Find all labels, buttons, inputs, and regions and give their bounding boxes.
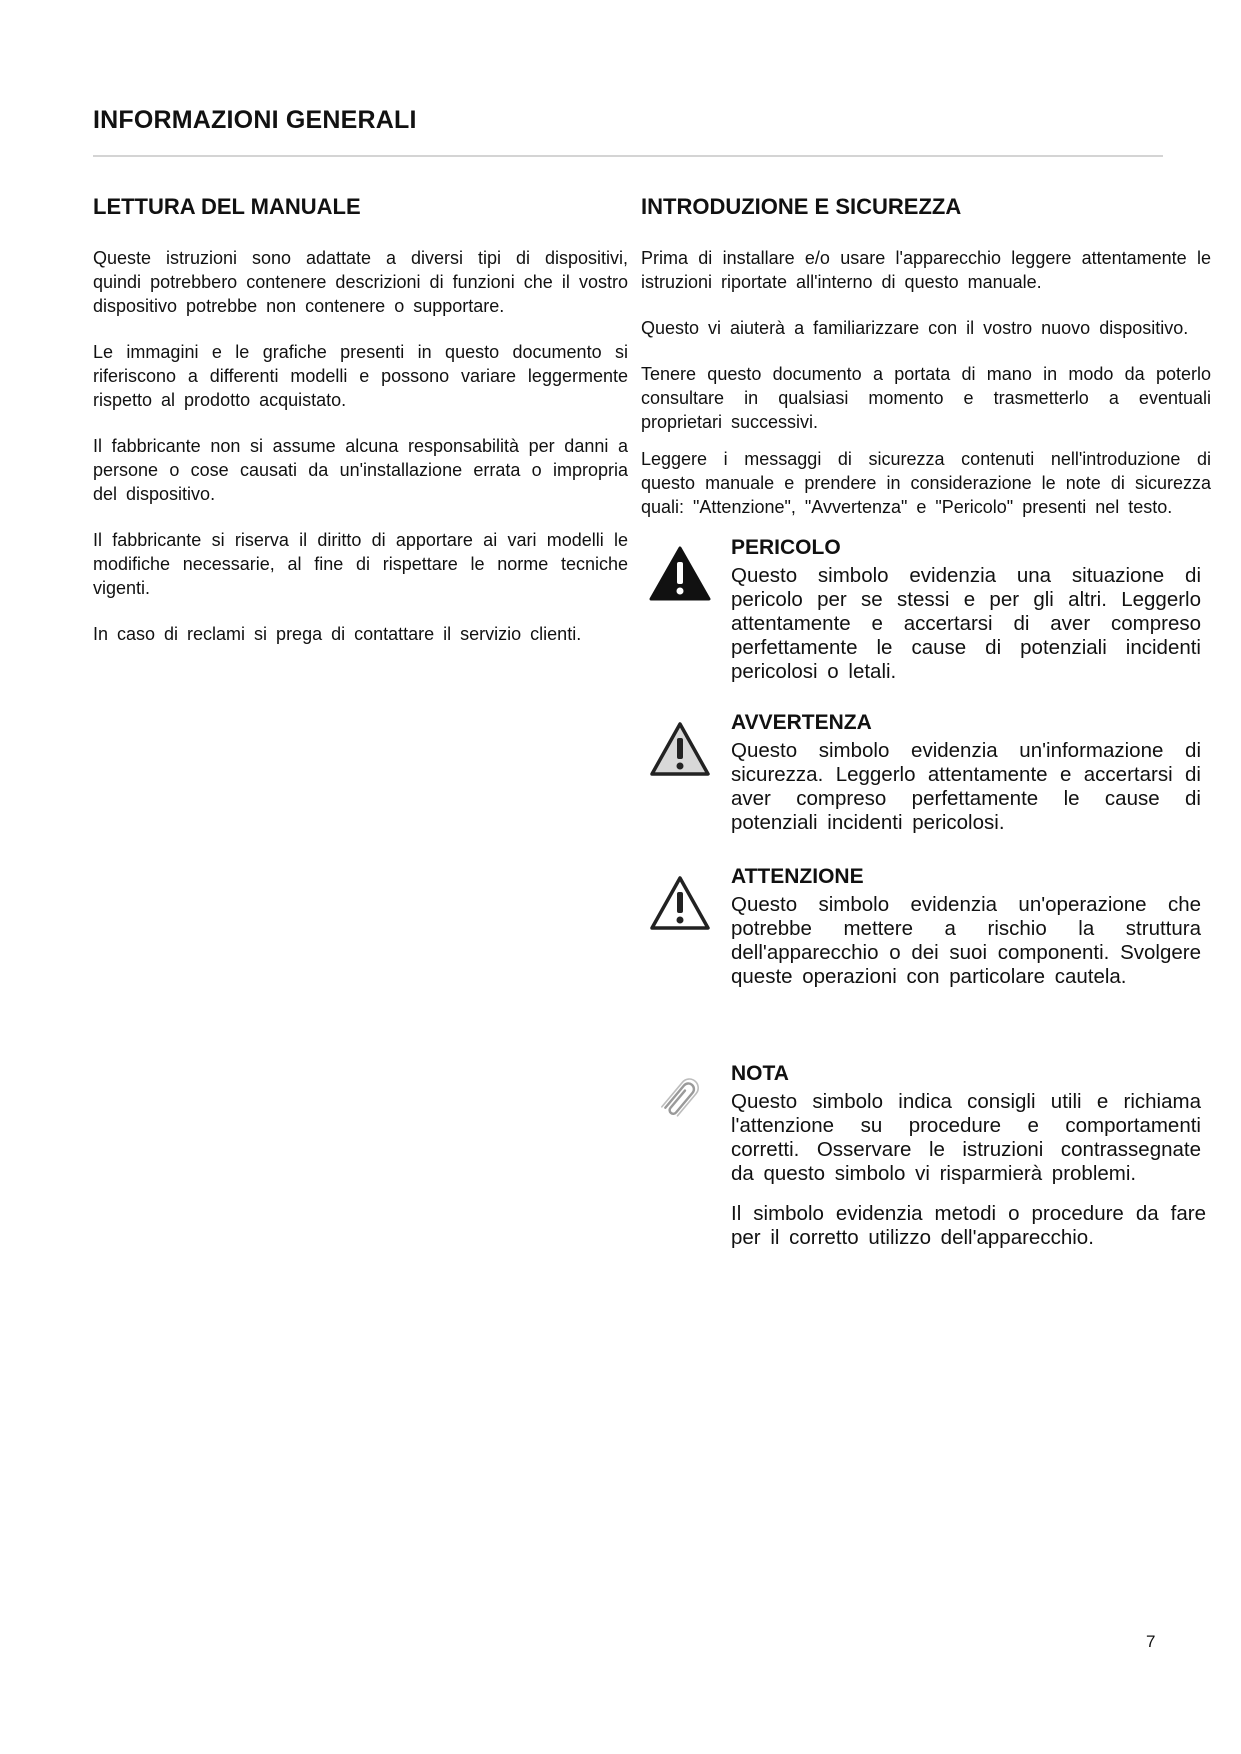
note-title: NOTA [731,1062,789,1085]
introduction-safety-heading: INTRODUZIONE E SICUREZZA [641,194,962,219]
manual-paragraph: Il fabbricante non si assume alcuna responsabilità per danni a persone o cose causati da un'installazione errata o impropria del dispositivo. [93,436,628,504]
warning-grey-triangle-icon [649,721,711,777]
danger-filled-triangle-icon [649,546,711,602]
manual-paragraph: Il fabbricante si riserva il diritto di apportare ai vari modelli le modifiche necessarie, al fine di rispettare le norme tecniche vigenti. [93,530,628,598]
note-extra-text: Il simbolo evidenzia metodi o procedure da fare per il corretto utilizzo dell'apparecchio. [731,1202,1206,1249]
header-divider [93,155,1163,157]
warning-notice [641,707,1211,861]
note-notice [641,1058,1211,1250]
warning-title: AVVERTENZA [731,711,872,734]
page-number: 7 [1146,1632,1156,1651]
caution-outline-triangle-icon [649,875,711,931]
manual-paragraph: In caso di reclami si prega di contattare il servizio clienti. [93,624,582,644]
caution-title: ATTENZIONE [731,865,864,888]
intro-paragraph: Tenere questo documento a portata di mano in modo da poterlo consultare in qualsiasi momento e trasmetterlo a eventuali proprietari successivi. [641,364,1211,432]
note-text: Questo simbolo indica consigli utili e richiama l'attenzione su procedure e comportamenti corretti. Osservare le istruzioni contrassegnate da questo simbolo vi risparmierà problemi. [731,1090,1201,1185]
manual-paragraph: Le immagini e le grafiche presenti in questo documento si riferiscono a differenti modelli e possono variare leggermente rispetto al prodotto acquistato. [93,342,628,410]
page-title: INFORMAZIONI GENERALI [93,106,417,134]
introduction-safety-section [641,190,1211,1250]
caution-notice [641,861,1211,1058]
manual-reading-section [93,190,628,668]
danger-notice [641,532,1211,707]
danger-text: Questo simbolo evidenzia una situazione di pericolo per se stessi e per gli altri. Leggerlo attentamente e accertarsi di aver compreso perfettamente le cause di potenziali incidenti pericolosi o letali. [731,564,1201,683]
manual-paragraph: Queste istruzioni sono adattate a diversi tipi di dispositivi, quindi potrebbero contenere descrizioni di funzioni che il vostro dispositivo potrebbe non contenere o supportare. [93,248,628,316]
intro-paragraph: Questo vi aiuterà a familiarizzare con il vostro nuovo dispositivo. [641,318,1189,338]
manual-reading-heading: LETTURA DEL MANUALE [93,194,361,219]
intro-paragraph: Prima di installare e/o usare l'apparecchio leggere attentamente le istruzioni riportate all'interno di questo manuale. [641,248,1211,292]
caution-text: Questo simbolo evidenzia un'operazione che potrebbe mettere a rischio la struttura dell'apparecchio o dei suoi componenti. Svolgere queste operazioni con particolare cautela. [731,893,1201,988]
paperclip-icon [655,1074,705,1124]
warning-text: Questo simbolo evidenzia un'informazione di sicurezza. Leggerlo attentamente e accertarsi di aver compreso perfettamente le cause di potenziali incidenti pericolosi. [731,739,1201,834]
danger-title: PERICOLO [731,536,841,559]
intro-paragraph: Leggere i messaggi di sicurezza contenuti nell'introduzione di questo manuale e prendere in considerazione le note di sicurezza quali: "Attenzione", "Avvertenza" e "Pericolo" presenti nel testo. [641,449,1211,517]
